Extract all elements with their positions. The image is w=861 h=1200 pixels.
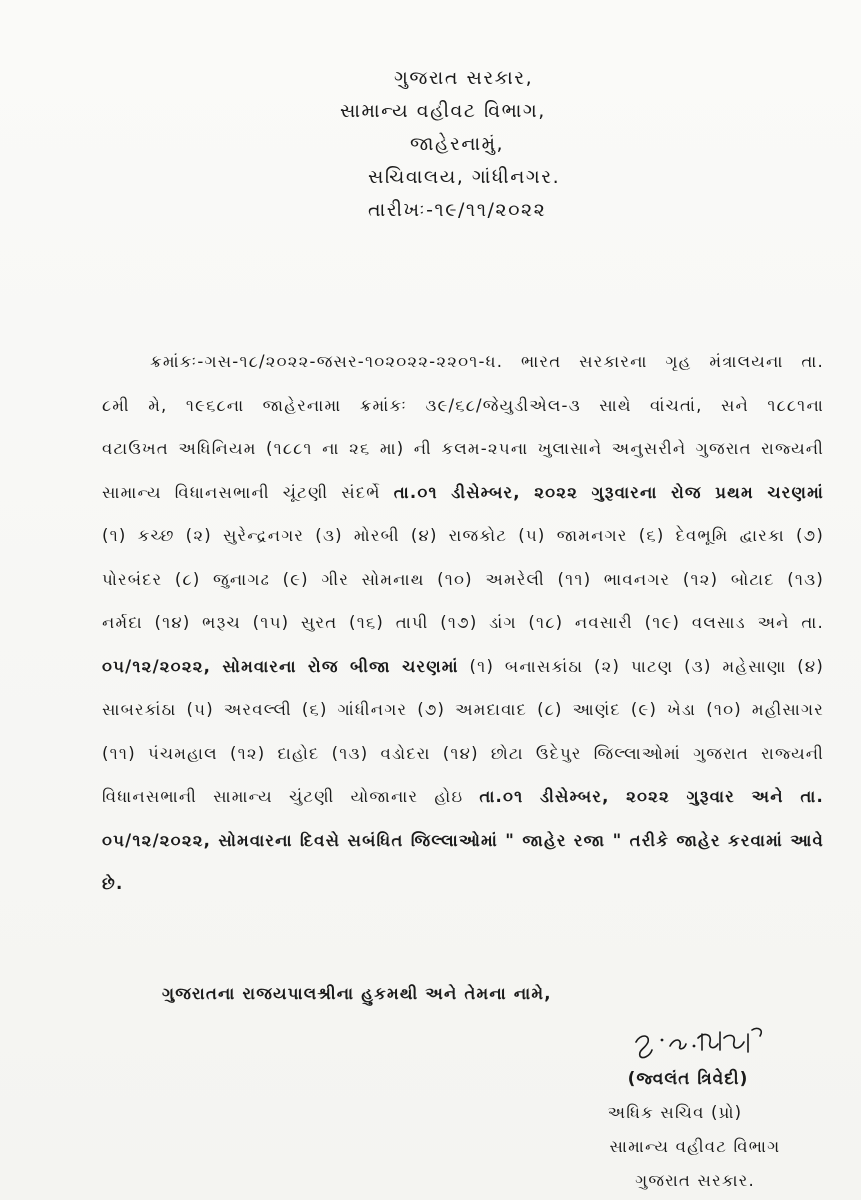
body-line: સાબરકાંઠા (૫) અરવલ્લી (૬) ગાંધીનગર (૭) અમદાવાદ (૮) આણંદ (૯) ખેડા (૧૦) મહીસાગર [102,700,824,719]
signatory-department: સામાન્ય વહીવટ વિભાગ [609,1137,781,1156]
signatory-designation: અધિક સચિવ (પ્રો) [607,1103,743,1122]
body-line: ૮મી મે, ૧૯૬૮ના જાહેરનામા ક્રમાંકઃ ૩૯/૬૮/જેયુડીએલ-૩ સાથે વાંચતાં, સને ૧૮૮૧ના [102,395,824,415]
body-line: છે. [102,874,124,893]
header-date: તારીખઃ-૧૯/૧૧/૨૦૨૨ [368,199,547,221]
phase-one-date: તા.૦૧ ડીસેમ્બર, ૨૦૨૨ ગુરૂવારના રોજ પ્રથમ ચરણમાં [393,482,824,502]
header-address-block [340,62,660,227]
body-text: સામાન્ય વિધાનસભાની ચૂંટણી સંદર્ભે [102,482,394,502]
header-secretariat: સચિવાલય, ગાંધીનગર. [368,166,561,188]
holiday-dates: તા.૦૧ ડીસેમ્બર, ૨૦૨૨ ગુરૂવાર અને તા. [479,787,824,806]
body-line: પોરબંદર (૮) જુનાગઢ (૯) ગીર સોમનાથ (૧૦) અમરેલી (૧૧) ભાવનગર (૧૨) બોટાદ (૧૩) [102,569,824,589]
header-department: સામાન્ય વહીવટ વિભાગ, [340,100,546,122]
signatory-government: ગુજરાત સરકાર. [635,1171,755,1190]
signatory-name: (જ્વલંત ત્રિવેદી) [627,1069,749,1089]
body-line [102,471,824,515]
body-line: ક્રમાંકઃ-ગસ-૧૮/૨૦૨૨-જસર-૧૦૨૦૨૨-૨૨૦૧-ધ. ભારત સરકારના ગૃહ મંત્રાલયના તા. [150,352,824,371]
body-text: (૧) બનાસકાંઠા (૨) પાટણ (૩) મહેસાણા (૪) [458,656,824,676]
holiday-declaration: ૦૫/૧૨/૨૦૨૨, સોમવારના દિવસે સબંધિત જિલ્લાઓમાં " જાહેર રજા " તરીકે જાહેર કરવામાં આવે [102,830,824,850]
notification-body [102,340,824,906]
header-notification-title: જાહેરનામું, [410,133,505,155]
body-line: (૧૧) પંચમહાલ (૧૨) દાહોદ (૧૩) વડોદરા (૧૪) છોટા ઉદેપુર જિલ્લાઓમાં ગુજરાત રાજ્યની [102,743,824,763]
phase-two-date: ૦૫/૧૨/૨૦૨૨, સોમવારના રોજ બીજા ચરણમાં [102,656,459,676]
body-line: વટાઉખત અધિનિયમ (૧૮૮૧ ના ૨૬ મા) ની કલમ-૨૫ના ખુલાસાને અનુસરીને ગુજરાત રાજ્યની [102,439,824,458]
header-government: ગુજરાત સરકાર, [394,67,534,89]
body-text: વિધાનસભાની સામાન્ય ચુંટણી યોજાનાર હોઇ [102,787,480,806]
body-line [102,645,824,689]
body-line [102,775,824,819]
closing-order-line: ગુજરાતના રાજયપાલશ્રીના હુકમથી અને તેમના નામે, [162,984,552,1003]
handwritten-signature [628,1020,778,1062]
body-line: (૧) કચ્છ (૨) સુરેન્દ્રનગર (૩) મોરબી (૪) રાજકોટ (૫) જામનગર (૬) દેવભૂમિ દ્વારકા (૭) [102,526,824,545]
signatory-block [580,1062,820,1198]
body-line: નર્મદા (૧૪) ભરૂચ (૧૫) સુરત (૧૬) તાપી (૧૭) ડાંગ (૧૮) નવસારી (૧૯) વલસાડ અને તા. [102,613,824,632]
